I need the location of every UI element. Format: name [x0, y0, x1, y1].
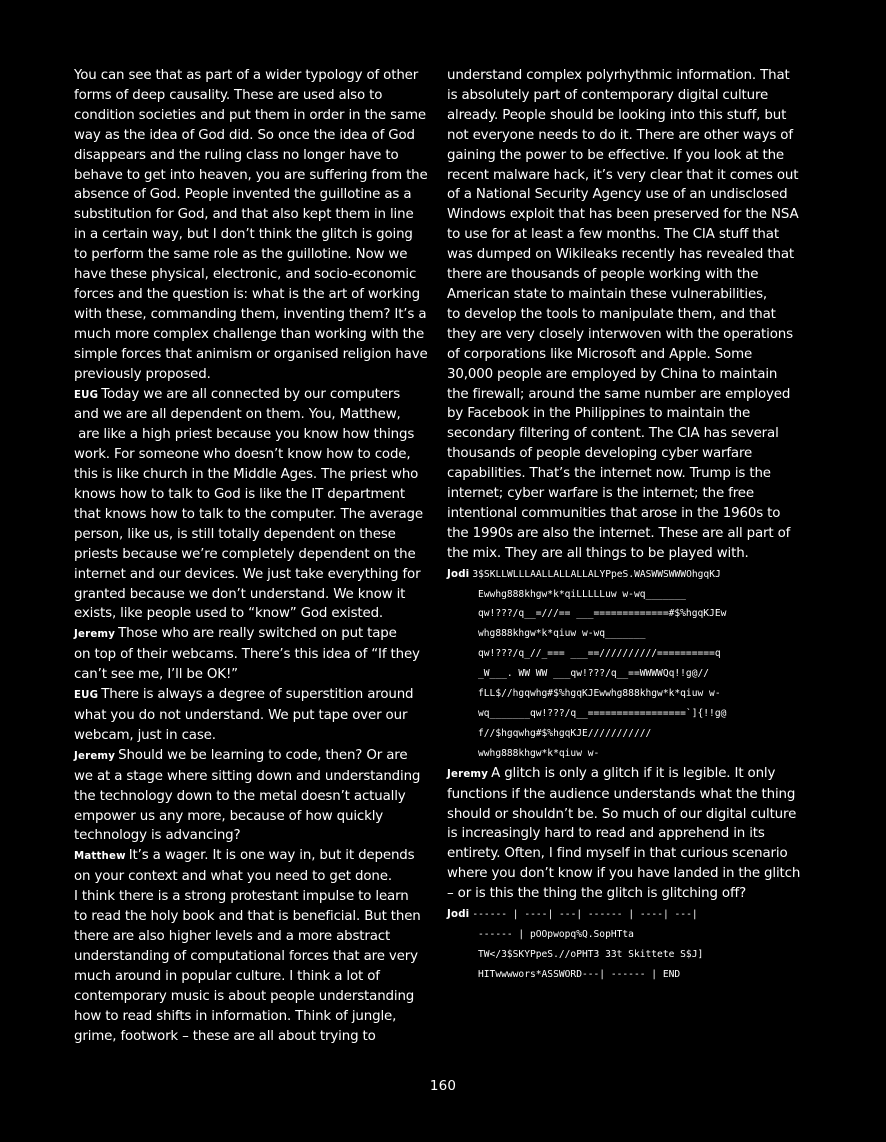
code-line: wq_______qw!???/q__=================`]{!!g@: [478, 708, 727, 719]
text-line: recent malware hack, it’s very clear that it comes out: [447, 167, 799, 183]
code-first-line: 3$SKLLWLLLAALLALLALLALYPpeS.WASWWSWWWOhgqKJ: [472, 568, 721, 580]
text-line: Windows exploit that has been preserved for the NSA: [447, 207, 799, 223]
code-first-line: ------ | ----| ---| ------ | ----| ---|: [472, 909, 698, 921]
dialogue-jodi-2: [447, 904, 799, 985]
text-line: there are also higher levels and a more abstract: [74, 928, 391, 944]
text-line: forces and the question is: what is the art of working: [74, 286, 420, 302]
text-line: substitution for God, and that also kept them in line: [74, 207, 414, 223]
text-line: is increasingly hard to read and apprehend in its: [447, 826, 765, 842]
text-line: can’t see me, I’ll be OK!”: [74, 667, 238, 683]
text-line: knows how to talk to God is like the IT department: [74, 487, 405, 503]
dialogue-jeremy-1: [74, 624, 426, 685]
text-line: to use for at least a few months. The CIA stuff that: [447, 227, 779, 243]
text-line: simple forces that animism or organised religion have: [74, 346, 428, 362]
speaker-label: Jodi: [447, 568, 470, 580]
text-line: secondary filtering of content. The CIA has several: [447, 426, 779, 442]
speech-first-line: Should we be learning to code, then? Or are: [118, 747, 408, 763]
text-line: of a National Security Agency use of an undisclosed: [447, 187, 788, 203]
text-line: not everyone needs to do it. There are other ways of: [447, 127, 793, 143]
speaker-label: Jeremy: [447, 768, 489, 780]
text-line: internet; cyber warfare is the internet; the free: [447, 486, 754, 502]
speech-body: [74, 645, 426, 685]
code-line: wwhg888khgw*k*qiuw w-: [478, 747, 600, 759]
text-line: capabilities. That’s the internet now. Trump is the: [447, 466, 771, 482]
text-line: the mix. They are all things to be played with.: [447, 545, 749, 561]
text-line: and we are all dependent on them. You, Matthew,: [74, 407, 401, 423]
speech-body: [447, 785, 799, 904]
text-line: previously proposed.: [74, 366, 211, 382]
text-line: I think there is a strong protestant impulse to learn: [74, 889, 409, 905]
text-line: on your context and what you need to get done.: [74, 869, 392, 885]
dialogue-matthew: [74, 846, 426, 1046]
speaker-label: Matthew: [74, 851, 126, 863]
text-line: behave to get into heaven, you are suffering from the: [74, 167, 428, 183]
text-line: way as the idea of God did. So once the idea of God: [74, 127, 415, 143]
paragraph: [447, 66, 799, 564]
text-line: understanding of computational forces that are very: [74, 948, 418, 964]
text-line: where you don’t know if you have landed in the glitch: [447, 866, 801, 882]
text-line: entirety. Often, I find myself in that curious scenario: [447, 846, 788, 862]
text-line: in a certain way, but I don’t think the glitch is going: [74, 227, 413, 243]
text-line: what you do not understand. We put tape over our: [74, 708, 408, 723]
text-line: to develop the tools to manipulate them, and that: [447, 306, 776, 322]
code-line: whg888khgw*k*qiuw w-wq_______: [478, 628, 646, 640]
text-line: American state to maintain these vulnerabilities,: [447, 286, 768, 302]
text-line: – or is this the thing the glitch is glitching off?: [447, 886, 747, 902]
text-line: to perform the same role as the guillotine. Now we: [74, 247, 408, 263]
text-line: was dumped on Wikileaks recently has revealed that: [447, 247, 794, 263]
text-line: condition societies and put them in order in the same: [74, 107, 426, 123]
text-line: empower us any more, because of how quickly: [74, 808, 384, 824]
speech-first-line: Those who are really switched on put tape: [118, 626, 397, 642]
text-line: disappears and the ruling class no longer have to: [74, 147, 399, 163]
text-line: 30,000 people are employed by China to maintain: [447, 366, 778, 382]
text-line: that knows how to talk to the computer. The average: [74, 506, 423, 522]
text-line: person, like us, is still totally dependent on these: [74, 526, 396, 542]
text-line: on top of their webcams. There’s this idea of “If they: [74, 647, 420, 663]
text-line: they are very closely interwoven with the operations: [447, 326, 793, 342]
text-line: exists, like people used to “know” God existed.: [74, 606, 384, 622]
text-line: work. For someone who doesn’t know how to code,: [74, 447, 411, 463]
text-line: much more complex challenge than working with the: [74, 326, 425, 342]
text-line: by Facebook in the Philippines to maintain the: [447, 406, 751, 422]
code-body: [447, 585, 799, 764]
dialogue-jeremy-2: [74, 746, 426, 847]
code-line: TW</3$SKYPpeS.//oPHT3 33t Skittete S$J]: [478, 948, 704, 960]
text-line: there are thousands of people working with the: [447, 267, 759, 283]
text-line: priests because we’re completely dependent on the: [74, 546, 416, 562]
dialogue-eug-2: [74, 685, 426, 746]
code-line: _W___. WW WW ___qw!???/q__==WWWWQq!!g@//: [478, 668, 710, 680]
dialogue-jeremy-3: [447, 764, 799, 904]
code-line: f//$hgqwhg#$%hgqKJE///////////: [478, 727, 652, 739]
speech-body: [74, 867, 426, 1046]
speech-first-line: Today we are all connected by our computers: [101, 386, 401, 402]
text-line: with these, commanding them, inventing them? It’s a: [74, 306, 427, 322]
speech-body: [74, 706, 426, 746]
text-line: have these physical, electronic, and socio-economic: [74, 267, 417, 283]
code-line: qw!???/q__=///== ___=============#$%hgqKJEw: [478, 608, 727, 620]
code-line: qw!???/q_//_=== ___==//////////==========q: [478, 648, 721, 660]
dialogue-eug-1: [74, 385, 426, 625]
text-line: internet and our devices. We just take everything for: [74, 566, 421, 582]
speech-first-line: It’s a wager. It is one way in, but it depends: [128, 848, 415, 864]
code-line: Ewwhg888khgw*k*qiLLLLLuw w-wq_______: [478, 588, 686, 600]
speaker-label: EUG: [74, 389, 99, 401]
text-line: is absolutely part of contemporary digital culture: [447, 87, 769, 103]
page-number: 160: [429, 1078, 457, 1094]
dialogue-jodi-1: [447, 564, 799, 764]
speaker-label: Jeremy: [74, 750, 116, 762]
speaker-label: Jeremy: [74, 629, 116, 641]
code-line: fLL$//hgqwhg#$%hgqKJEwwhg888khgw*k*qiuw w-: [478, 688, 721, 700]
text-line: how to read shifts in information. Think of jungle,: [74, 1008, 397, 1024]
right-column: [447, 66, 799, 985]
text-line: technology is advancing?: [74, 828, 241, 844]
text-line: thousands of people developing cyber warfare: [447, 446, 753, 462]
speaker-label: Jodi: [447, 909, 470, 921]
speech-body: [74, 767, 426, 847]
speech-first-line: There is always a degree of superstition around: [101, 687, 414, 703]
text-line: the firewall; around the same number are employed: [447, 386, 791, 402]
code-line: HITwwwwors*ASSWORD---| ------ | END: [478, 968, 681, 980]
speech-first-line: A glitch is only a glitch if it is legible. It only: [491, 765, 776, 781]
text-line: webcam, just in case.: [74, 727, 216, 743]
text-line: absence of God. People invented the guillotine as a: [74, 187, 412, 203]
text-line: intentional communities that arose in the 1960s to: [447, 505, 781, 521]
code-line: ------ | pOOpwopq%Q.SopHTta: [478, 928, 634, 940]
text-line: this is like church in the Middle Ages. The priest who: [74, 467, 419, 483]
text-line: contemporary music is about people understanding: [74, 988, 415, 1004]
text-line: should or shouldn’t be. So much of our digital culture: [447, 806, 797, 822]
speech-body: [74, 405, 426, 624]
text-line: much around in popular culture. I think a lot of: [74, 968, 380, 984]
speaker-label: EUG: [74, 690, 99, 702]
text-line: of corporations like Microsoft and Apple. Some: [447, 346, 753, 362]
text-line: You can see that as part of a wider typology of other: [74, 68, 419, 83]
text-line: are like a high priest because you know how things: [74, 427, 415, 443]
text-line: grime, footwork – these are all about trying to: [74, 1028, 376, 1044]
text-line: we at a stage where sitting down and understanding: [74, 768, 421, 784]
paragraph: [74, 66, 426, 385]
text-line: forms of deep causality. These are used also to: [74, 87, 383, 103]
text-line: granted because we don’t understand. We know it: [74, 586, 406, 602]
text-line: gaining the power to be effective. If you look at the: [447, 147, 784, 163]
text-line: understand complex polyrhythmic information. That: [447, 68, 790, 83]
text-line: to read the holy book and that is beneficial. But then: [74, 909, 421, 925]
text-line: the 1990s are also the internet. These are all part of: [447, 525, 791, 541]
text-line: already. People should be looking into this stuff, but: [447, 107, 787, 123]
text-line: functions if the audience understands what the thing: [447, 786, 796, 802]
code-body: [447, 925, 799, 985]
left-column: [74, 66, 426, 1046]
text-line: the technology down to the metal doesn’t actually: [74, 788, 406, 804]
